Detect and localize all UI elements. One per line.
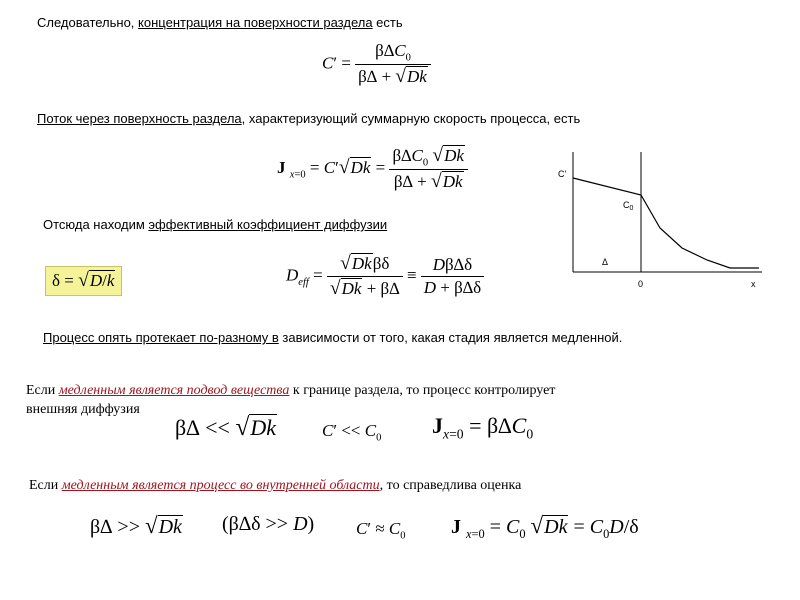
line2-text-b: , характеризующий суммарную скорость процесса, есть <box>241 111 581 126</box>
formula-internal-condition-paren: (β∆δ >> D) <box>222 513 315 535</box>
line5-text-a: Если <box>26 383 59 398</box>
formula-effective-diffusion: $D_{eff}$ = $\frac{\text{√Dkβδ}}{√Dk + \beta\Delta}$ ≡ $\frac{D\beta\Delta\delta}{D + \beta\Delta\delta}$ <box>286 253 484 300</box>
line1-text-a: Следовательно, <box>37 15 139 30</box>
text-line-4 <box>43 330 622 345</box>
formula-flux-internal: J $_{x=0} = C_0$ $√Dk = C_0D/\delta$ <box>451 513 639 541</box>
line6-text-b: медленным является процесс во внутренней области <box>61 478 380 493</box>
formula-flux: J $_{x=0}$ = C′√Dk = $\frac{\beta\Delta C_0 √Dk}{\beta\Delta + √Dk}$ <box>277 145 468 193</box>
text-line-2 <box>37 111 580 126</box>
formula-delta-boxed: δ = √D/k <box>45 266 122 296</box>
graph-label-zero: 0 <box>638 279 644 289</box>
formula-external-condition: β∆ << √Dk <box>175 413 277 441</box>
formula-c-prime-small: $C' << C_0$ <box>322 421 382 444</box>
formula-flux-external: $J_{x=0} = \beta\Delta C_0$ <box>432 413 534 442</box>
line5-text-d: внешняя диффузия <box>26 402 140 417</box>
line3-text-b: эффективный коэффициент диффузии <box>148 217 388 232</box>
graph-label-c0: $C_0$ <box>623 200 634 212</box>
graph-curve <box>573 178 759 268</box>
line3-text-a: Отсюда находим <box>43 217 149 232</box>
graph-label-delta: Δ <box>602 257 609 267</box>
line4-text-a: Процесс опять протекает по-разному в <box>43 330 279 345</box>
line5-text-b: медленным является подвод вещества <box>58 383 290 398</box>
line5-text-c: к границе раздела, то процесс контролирует <box>289 383 556 398</box>
line1-text-c: есть <box>372 15 403 30</box>
formula-internal-condition: β∆ >> √Dk <box>90 513 182 538</box>
line6-text-a: Если <box>29 478 62 493</box>
graph-label-c-prime: C' <box>558 169 567 179</box>
concentration-profile-graph <box>552 148 772 293</box>
text-line-1 <box>37 15 403 30</box>
text-line-6 <box>29 478 521 494</box>
formula-c-prime-approx: $C' \approx C_0$ <box>356 519 406 542</box>
line2-text-a: Поток через поверхность раздела <box>37 111 242 126</box>
formula-surface-concentration: C′ = $\frac{\beta\Delta C_0}{\beta\Delta + √Dk}$ <box>322 41 431 88</box>
line1-text-b: концентрация на поверхности раздела <box>138 15 373 30</box>
text-line-3 <box>43 217 387 232</box>
graph-label-x: x <box>751 279 756 289</box>
line4-text-b: зависимости от того, какая стадия является медленной. <box>278 330 623 345</box>
line6-text-c: , то справедлива оценка <box>379 478 522 493</box>
